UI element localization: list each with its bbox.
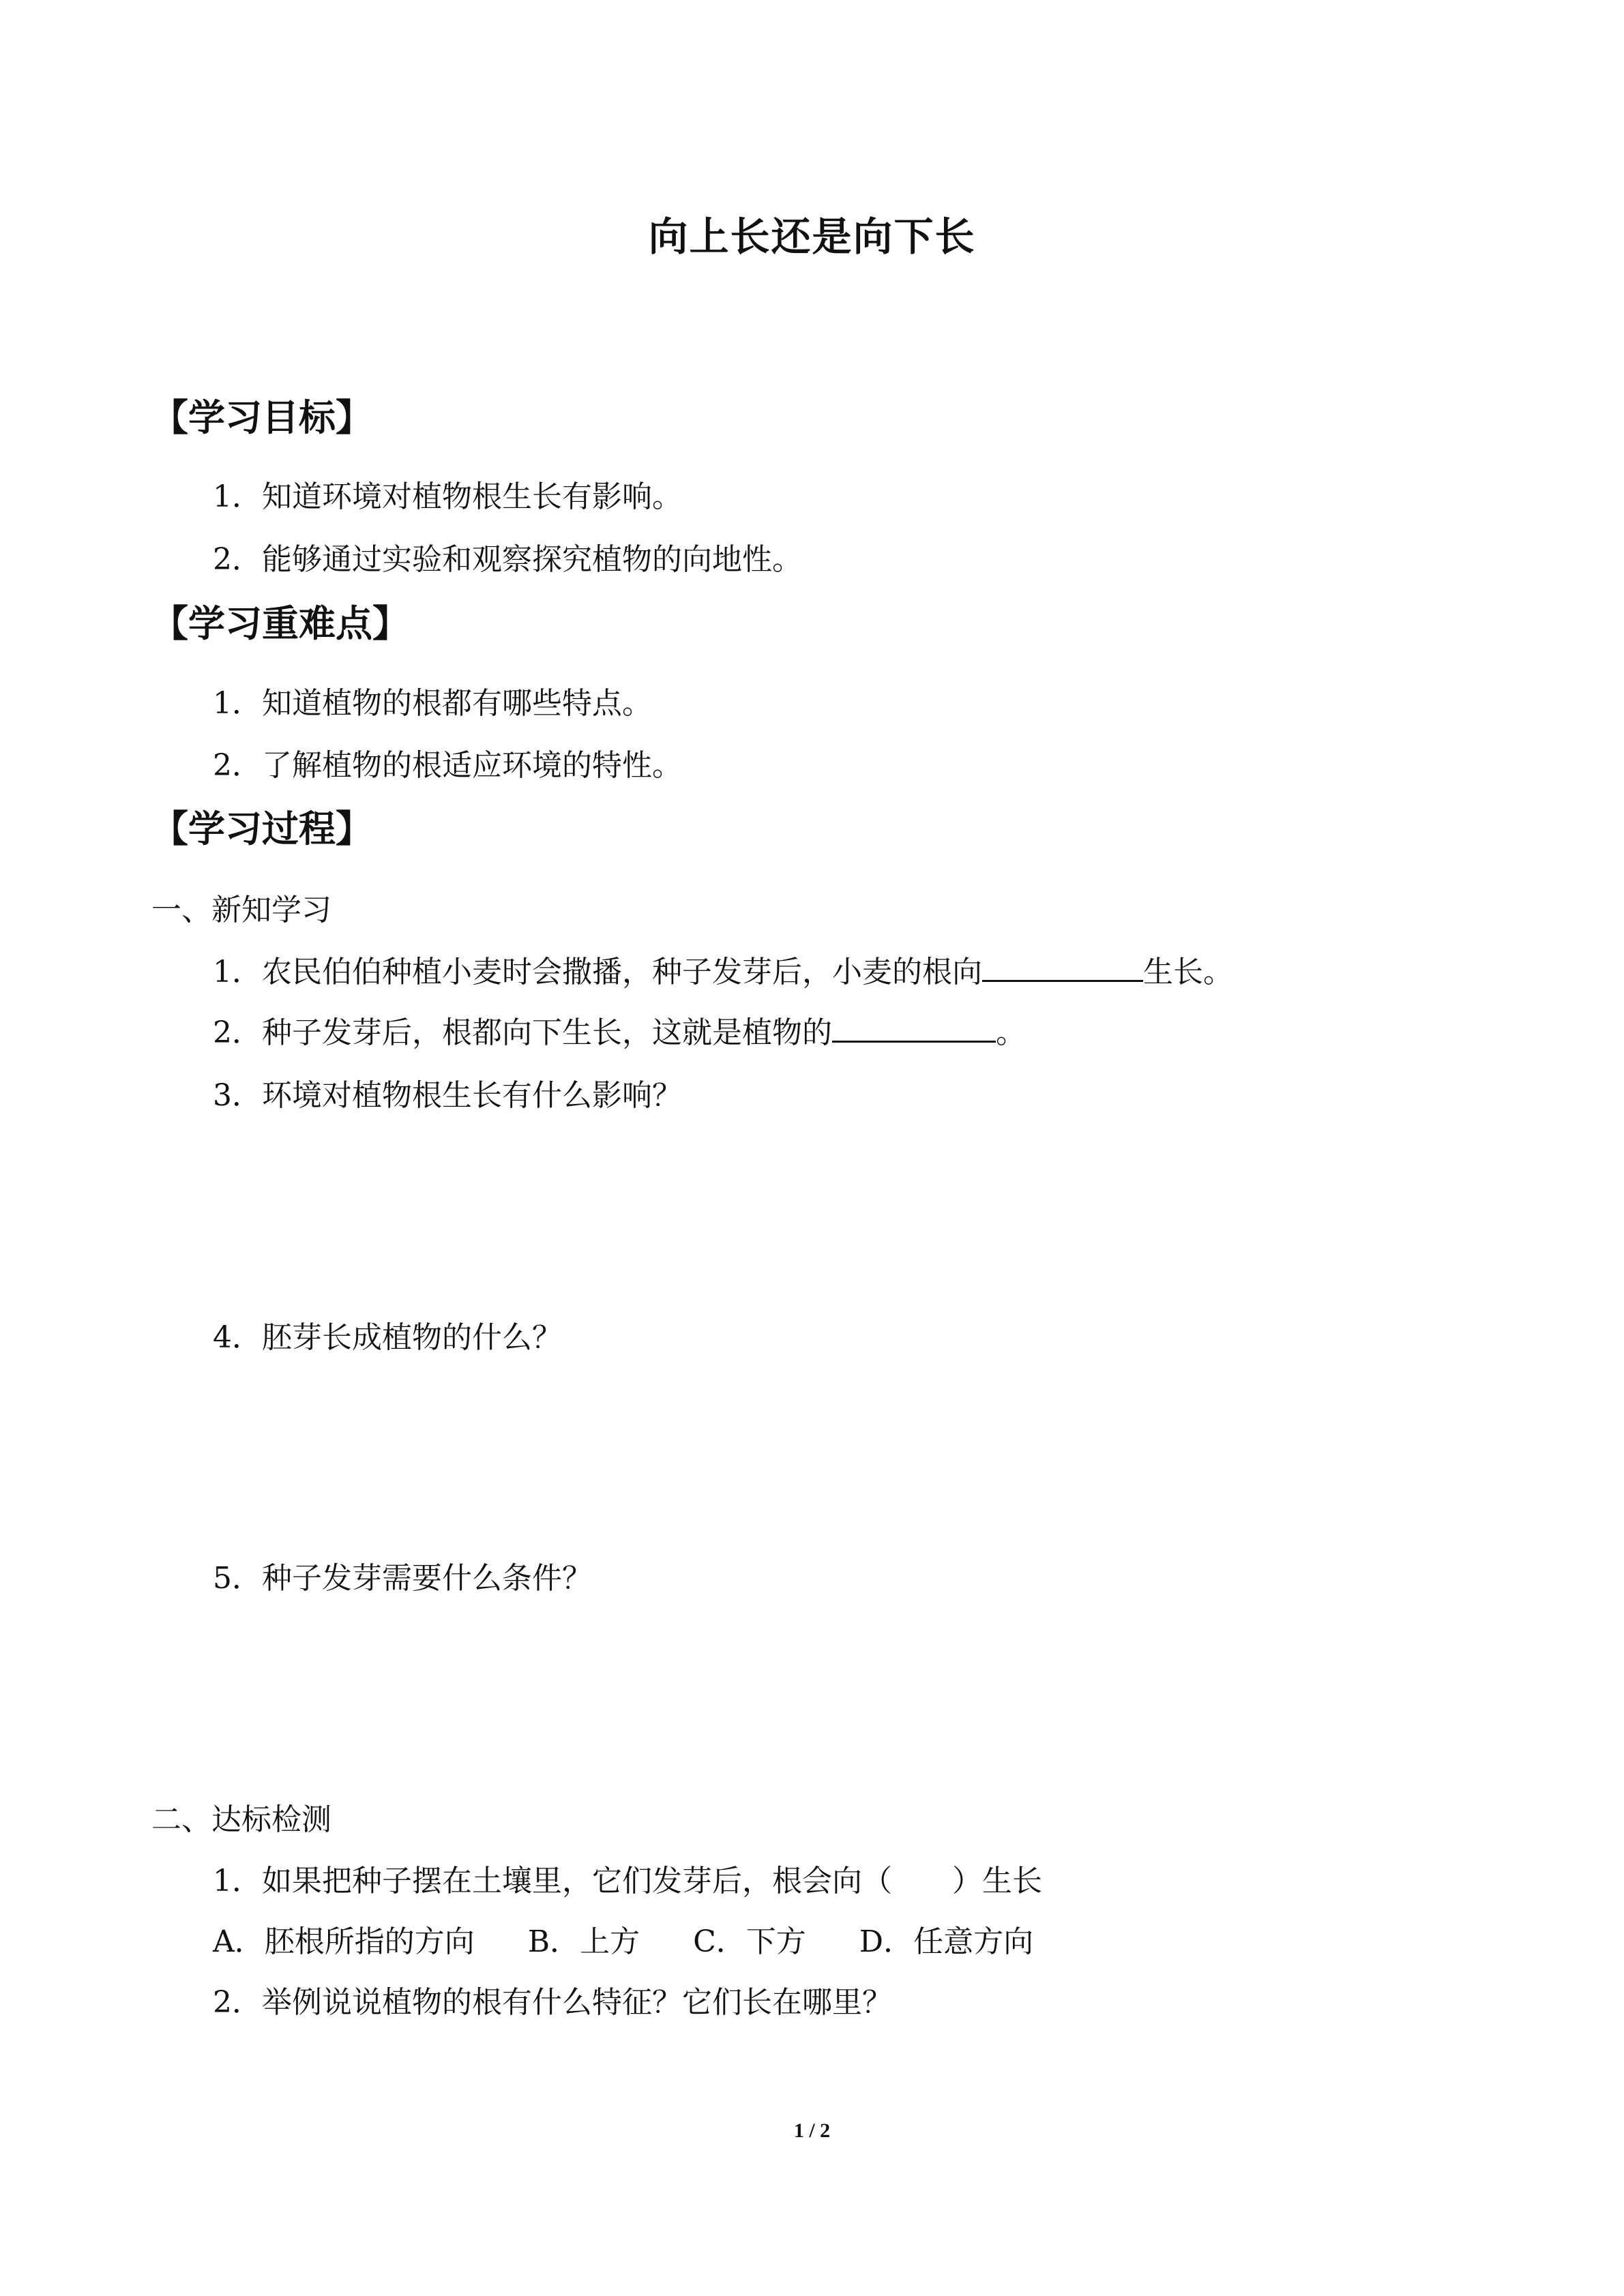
part1-question-4: 4．胚芽长成植物的什么？ (213, 1320, 562, 1355)
heading-learning-goals: 【学习目标】 (151, 396, 372, 439)
question-text: 1．农民伯伯种植小麦时会撒播，种子发芽后，小麦的根向 (213, 955, 982, 989)
key-point-item-1: 1．知道植物的根都有哪些特点。 (213, 686, 652, 721)
part1-question-1 (213, 947, 1233, 991)
part1-question-3: 3．环境对植物根生长有什么影响？ (213, 1078, 682, 1113)
part2-question-1-options (213, 1917, 1033, 1960)
part1-label: 一、新知学习 (151, 893, 331, 927)
goal-item-2: 2．能够通过实验和观察探究植物的向地性。 (213, 542, 802, 577)
question-text: 生长。 (1143, 955, 1233, 989)
question-text: 1．如果把种子摆在土壤里，它们发芽后，根会向（ (213, 1864, 892, 1898)
part1-question-5: 5．种子发芽需要什么条件？ (213, 1561, 592, 1596)
heading-key-points: 【学习重难点】 (151, 602, 409, 645)
question-text: ）生长 (952, 1864, 1042, 1898)
page-title: 向上长还是向下长 (648, 213, 976, 260)
part2-question-1 (213, 1856, 1042, 1900)
page-number: 1 / 2 (793, 2119, 831, 2142)
goal-item-1: 1．知道环境对植物根生长有影响。 (213, 479, 682, 514)
question-text: 2．种子发芽后，根都向下生长，这就是植物的 (213, 1015, 832, 1050)
part2-question-2: 2．举例说说植物的根有什么特征？它们长在哪里？ (213, 1985, 892, 2020)
question-text: 。 (996, 1015, 1026, 1050)
heading-learning-process: 【学习过程】 (151, 807, 372, 850)
option-b[interactable]: B．上方 (527, 1924, 640, 1959)
fill-blank[interactable] (832, 1011, 996, 1043)
part1-question-2 (213, 1008, 1026, 1052)
fill-blank[interactable] (982, 950, 1143, 982)
option-c[interactable]: C．下方 (693, 1924, 806, 1959)
key-point-item-2: 2．了解植物的根适应环境的特性。 (213, 748, 682, 783)
option-a[interactable]: A．胚根所指的方向 (213, 1924, 475, 1959)
option-d[interactable]: D．任意方向 (859, 1924, 1034, 1959)
part2-label: 二、达标检测 (151, 1802, 331, 1837)
